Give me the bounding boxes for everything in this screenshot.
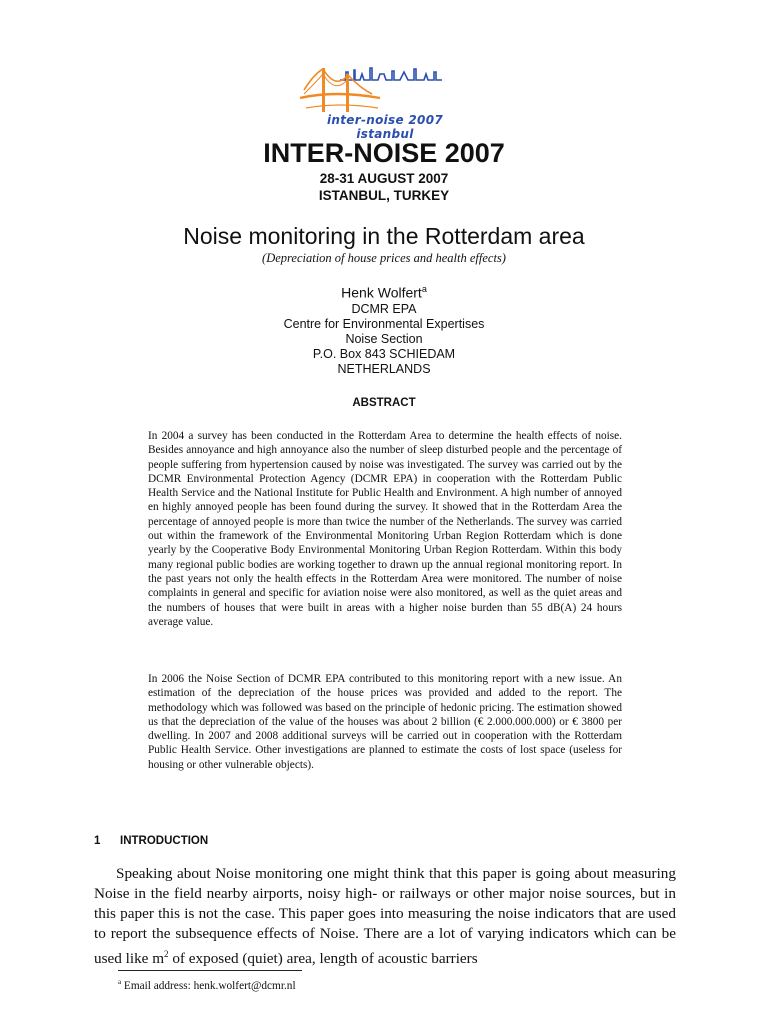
conference-dates: 28-31 AUGUST 2007 <box>319 171 449 186</box>
section-title: INTRODUCTION <box>120 835 209 847</box>
abstract-paragraph: In 2006 the Noise Section of DCMR EPA contributed to this monitoring report with a new issue. An estimation of the depreciation of the house prices was provided and added to the report. The methodology which was followed was based on the principle of hedonic pricing. The estimation showed us that the depreciation of the value of the houses was about 2 billion (€ 2.000.000.000) or € 3800 per dwelling. In 2007 and 2008 additional surveys will be carried out in cooperation with the Rotterdam Public Health Service. Other investigations are planned to estimate the costs of lost space (useless for housing or other vulnerable objects). <box>148 673 622 771</box>
superscript: 2 <box>164 949 169 959</box>
affiliation-line: P.O. Box 843 SCHIEDAM <box>312 347 456 361</box>
author-name <box>0 284 768 301</box>
bridge-skyline-icon <box>300 60 470 116</box>
conference-location: ISTANBUL, TURKEY <box>318 188 450 203</box>
conference-title: INTER-NOISE 2007 <box>263 138 505 168</box>
author-mark: a <box>421 284 427 294</box>
affiliation-line: DCMR EPA <box>351 302 417 316</box>
body-paragraph <box>94 864 676 969</box>
affiliation-line: Centre for Environmental Expertises <box>283 317 485 331</box>
footnote <box>118 978 296 992</box>
footnote-mark: a <box>118 978 122 986</box>
paper-subtitle: (Depreciation of house prices and health effects) <box>262 251 506 265</box>
footnote-text: Email address: henk.wolfert@dcmr.nl <box>121 979 296 992</box>
logo-text: inter-noise 2007 istanbul <box>327 113 443 141</box>
body-text-part: of exposed (quiet) area, length of acoustic barriers <box>168 950 478 968</box>
abstract-paragraph: In 2004 a survey has been conducted in the Rotterdam Area to determine the health effects of noise. Besides annoyance and high annoyance also the number of sleep disturbed people and the percentage of people suffering from hypertension caused by noise was investigated. The survey was carried out by the DCMR Environmental Protection Agency (DCMR EPA) in cooperation with the Rotterdam Public Health Service and the National Institute for Public Health and Environment. A high number of annoyed en highly annoyed people has been found during the survey. It showed that in the Rotterdam Area the percentage of annoyed people is more than twice the number of the Netherlands. The survey was carried out within the framework of the Environmental Monitoring Urban Region Rotterdam which is done yearly by the Cooperative Body Environmental Monitoring Urban Region Rotterdam. Within this body many regional public bodies are working together to drawn up the annual regional monitoring report. In the past years not only the health effects in the Rotterdam Area were monitored. The number of noise complaints in general and specific for aviation noise were also monitored, as well as the quiet areas and the numbers of houses that were built in areas with a higher noise burden than 55 dB(A) 24 hours average value. <box>148 430 622 628</box>
section-number: 1 <box>94 835 101 847</box>
footnote-rule <box>118 970 302 971</box>
conference-logo <box>300 60 470 141</box>
paper-title: Noise monitoring in the Rotterdam area <box>183 223 585 249</box>
author-name-text: Henk Wolfert <box>341 284 422 301</box>
section-heading <box>94 835 208 847</box>
body-text-part: Speaking about Noise monitoring one might think that this paper is going about measuring Noise in the field nearby airports, noisy high- or railways or other major noise sources, but in this paper this is not the case. This paper goes into measuring the noise indicators that are used to report the subsequence effects of Noise. There are a lot of varying indicators which can be used like m <box>94 865 676 968</box>
abstract-heading: ABSTRACT <box>352 397 416 409</box>
affiliation-line: NETHERLANDS <box>337 362 431 376</box>
affiliation-line: Noise Section <box>345 332 423 346</box>
